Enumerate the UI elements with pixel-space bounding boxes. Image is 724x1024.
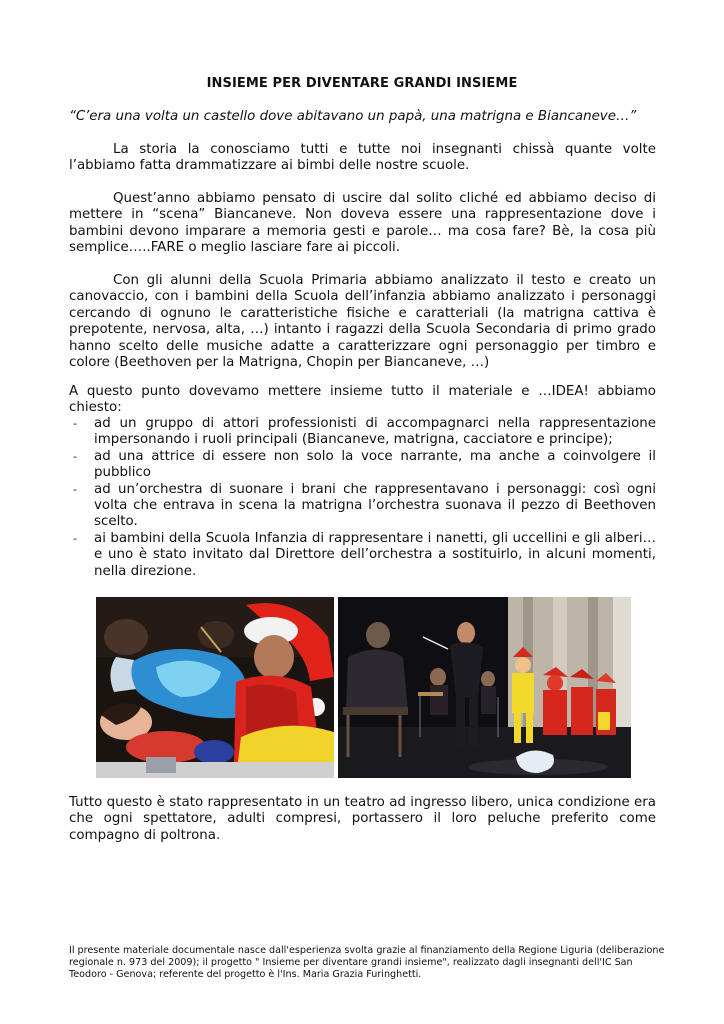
paragraph-1: La storia la conosciamo tutti e tutte noi insegnanti chissà quante volte l’abbiamo fatta drammatizzare ai bimbi delle nostre scuole. <box>69 142 656 174</box>
list-item <box>69 531 656 580</box>
paragraph-3: Con gli alunni della Scuola Primaria abbiamo analizzato il testo e creato un canovaccio, con i bambini della Scuola dell’infanzia abbiamo analizzato i personaggi cercando di ognuno le caratteristiche fisiche e caratteriali (la matrigna cattiva è prepotente, nervosa, alta, …) intanto i ragazzi della Scuola Secondaria di primo grado hanno scelto delle musiche adatte a caratterizzare ogni personaggio per timbro e colore (Beethoven per la Matrigna, Chopin per Biancaneve, …) <box>69 273 656 371</box>
closing-paragraph: Tutto questo è stato rappresentato in un teatro ad ingresso libero, unica condizione era che ogni spettatore, adulti compresi, portassero il loro peluche preferito come compagno di poltrona. <box>69 795 656 843</box>
footer-note: Il presente materiale documentale nasce dall'esperienza svolta grazie al finanziamento della Regione Liguria (deliberazione regionale n. 973 del 2009); il progetto " Insieme per diventare grandi insieme", realizzato dagli insegnanti dell'IC San Teodoro - Genova; referente del progetto è l'Ins. Maria Grazia Furinghetti. <box>69 945 665 980</box>
opening-quote: “C’era una volta un castello dove abitavano un papà, una matrigna e Biancaneve…” <box>69 109 637 124</box>
list-item-text: ad una attrice di essere non solo la voce narrante, ma anche a coinvolgere il pubblico <box>94 448 656 481</box>
list-bullet: - <box>73 482 77 496</box>
list-bullet: - <box>73 417 77 430</box>
list-item-text: ad un’orchestra di suonare i brani che rappresentavano i personaggi: così ogni volta che entrava in scena la matrigna l’orchestra suonava il pezzo di Beethoven scelto. <box>94 481 656 530</box>
request-list <box>69 416 656 580</box>
list-item <box>69 482 656 531</box>
photo-children-on-stage-image <box>96 597 334 778</box>
list-item <box>69 449 656 482</box>
photo-children-on-stage <box>96 597 334 778</box>
photo-orchestra-and-dwarves-image <box>338 597 631 778</box>
photo-orchestra-and-dwarves <box>338 597 631 778</box>
list-item-text: ai bambini della Scuola Infanzia di rappresentare i nanetti, gli uccellini e gli alberi… e uno è stato invitato dal Direttore dell’orchestra a sostituirlo, in alcuni momenti, nella direzione. <box>94 530 656 579</box>
paragraph-4: A questo punto dovevamo mettere insieme tutto il materiale e …IDEA! abbiamo chiesto: <box>69 384 656 416</box>
paragraph-2: Quest’anno abbiamo pensato di uscire dal solito cliché ed abbiamo deciso di mettere in “scena” Biancaneve. Non doveva essere una rappresentazione dove i bambini devono imparare a memoria gesti e parole… ma cosa fare? Bè, la cosa più semplice…..FARE o meglio lasciare fare ai piccoli. <box>69 191 656 256</box>
list-item-text: ad un gruppo di attori professionisti di accompagnarci nella rappresentazione impersonando i ruoli principali (Biancaneve, matrigna, cacciatore e principe); <box>94 416 656 448</box>
list-bullet: - <box>73 449 77 463</box>
list-bullet: - <box>73 531 77 545</box>
document-title: INSIEME PER DIVENTARE GRANDI INSIEME <box>206 76 518 91</box>
list-item <box>69 416 656 449</box>
